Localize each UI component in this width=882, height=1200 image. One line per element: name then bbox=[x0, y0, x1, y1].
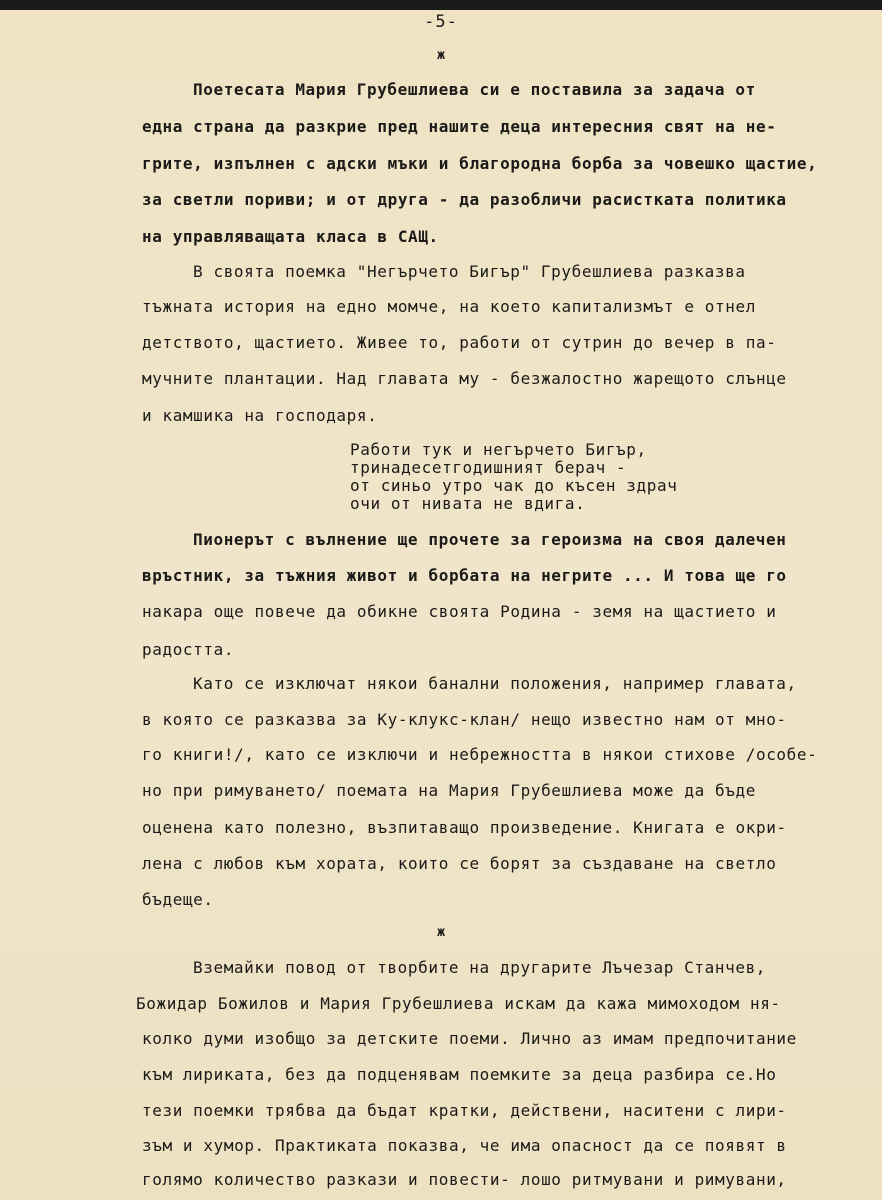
scan-top-edge bbox=[0, 0, 882, 10]
section-separator-1: ж bbox=[437, 48, 445, 63]
paragraph-1-line-1: Поетесата Мария Грубешлиева си е поставила за задача от bbox=[193, 80, 756, 99]
paragraph-3-line-3: накара още повече да обикне своята Родина - земя на щастието и bbox=[142, 602, 777, 621]
section-separator-2: ж bbox=[437, 925, 445, 940]
paragraph-3-line-2: връстник, за тъжния живот и борбата на негрите ... И това ще го bbox=[142, 566, 787, 585]
paragraph-2-line-5: и камшика на господаря. bbox=[142, 406, 378, 425]
paragraph-4-line-4: но при римуването/ поемата на Мария Грубешлиева може да бъде bbox=[142, 781, 756, 800]
paragraph-1-line-2: една страна да разкрие пред нашите деца интересния свят на не- bbox=[142, 117, 777, 136]
paragraph-2-line-1: В своята поемка "Негърчето Бигър" Грубешлиева разказва bbox=[193, 262, 746, 281]
paragraph-5-line-7: голямо количество разкази и повести- лошо ритмувани и римувани, bbox=[142, 1170, 787, 1189]
paragraph-4-line-5: оценена като полезно, възпитаващо произведение. Книгата е окри- bbox=[142, 818, 787, 837]
paragraph-4-line-1: Като се изключат някои банални положения, например главата, bbox=[193, 674, 797, 693]
verse-line-4: очи от нивата не вдига. bbox=[350, 494, 586, 513]
paragraph-2-line-3: детството, щастието. Живее то, работи от сутрин до вечер в па- bbox=[142, 333, 777, 352]
paragraph-1-line-3: грите, изпълнен с адски мъки и благородна борба за човешко щастие, bbox=[142, 154, 818, 173]
paragraph-5-line-5: тези поемки трябва да бъдат кратки, действени, наситени с лири- bbox=[142, 1101, 787, 1120]
paragraph-5-line-1: Вземайки повод от творбите на другарите Лъчезар Станчев, bbox=[193, 958, 767, 977]
paragraph-3-line-4: радостта. bbox=[142, 640, 235, 659]
paragraph-3-line-1: Пионерът с вълнение ще прочете за героизма на своя далечен bbox=[193, 530, 787, 549]
paragraph-4-line-7: бъдеще. bbox=[142, 890, 214, 909]
verse-line-1: Работи тук и негърчето Бигър, bbox=[350, 440, 647, 459]
paragraph-2-line-4: мучните плантации. Над главата му - безжалостно жарещото слънце bbox=[142, 369, 787, 388]
paragraph-4-line-3: го книги!/, като се изключи и небрежността в някои стихове /особе- bbox=[142, 745, 818, 764]
paragraph-5-line-6: зъм и хумор. Практиката показва, че има опасност да се появят в bbox=[142, 1136, 787, 1155]
page-number: -5- bbox=[424, 12, 458, 32]
paragraph-1-line-5: на управляващата класа в САЩ. bbox=[142, 227, 439, 246]
paragraph-5-line-2: Божидар Божилов и Мария Грубешлиева искам да кажа мимоходом ня- bbox=[136, 994, 781, 1013]
verse-line-2: тринадесетгодишният берач - bbox=[350, 458, 627, 477]
paragraph-5-line-4: към лириката, без да подценявам поемките за деца разбира се.Но bbox=[142, 1065, 777, 1084]
paragraph-1-line-4: за светли пориви; и от друга - да разобличи расистката политика bbox=[142, 190, 787, 209]
verse-line-3: от синьо утро чак до късен здрач bbox=[350, 476, 678, 495]
paragraph-4-line-6: лена с любов към хората, които се борят за създаване на светло bbox=[142, 854, 777, 873]
paragraph-5-line-3: колко думи изобщо за детските поеми. Лично аз имам предпочитание bbox=[142, 1029, 797, 1048]
paragraph-2-line-2: тъжната история на едно момче, на което капитализмът е отнел bbox=[142, 297, 756, 316]
paragraph-4-line-2: в която се разказва за Ку-клукс-клан/ нещо известно нам от мно- bbox=[142, 710, 787, 729]
